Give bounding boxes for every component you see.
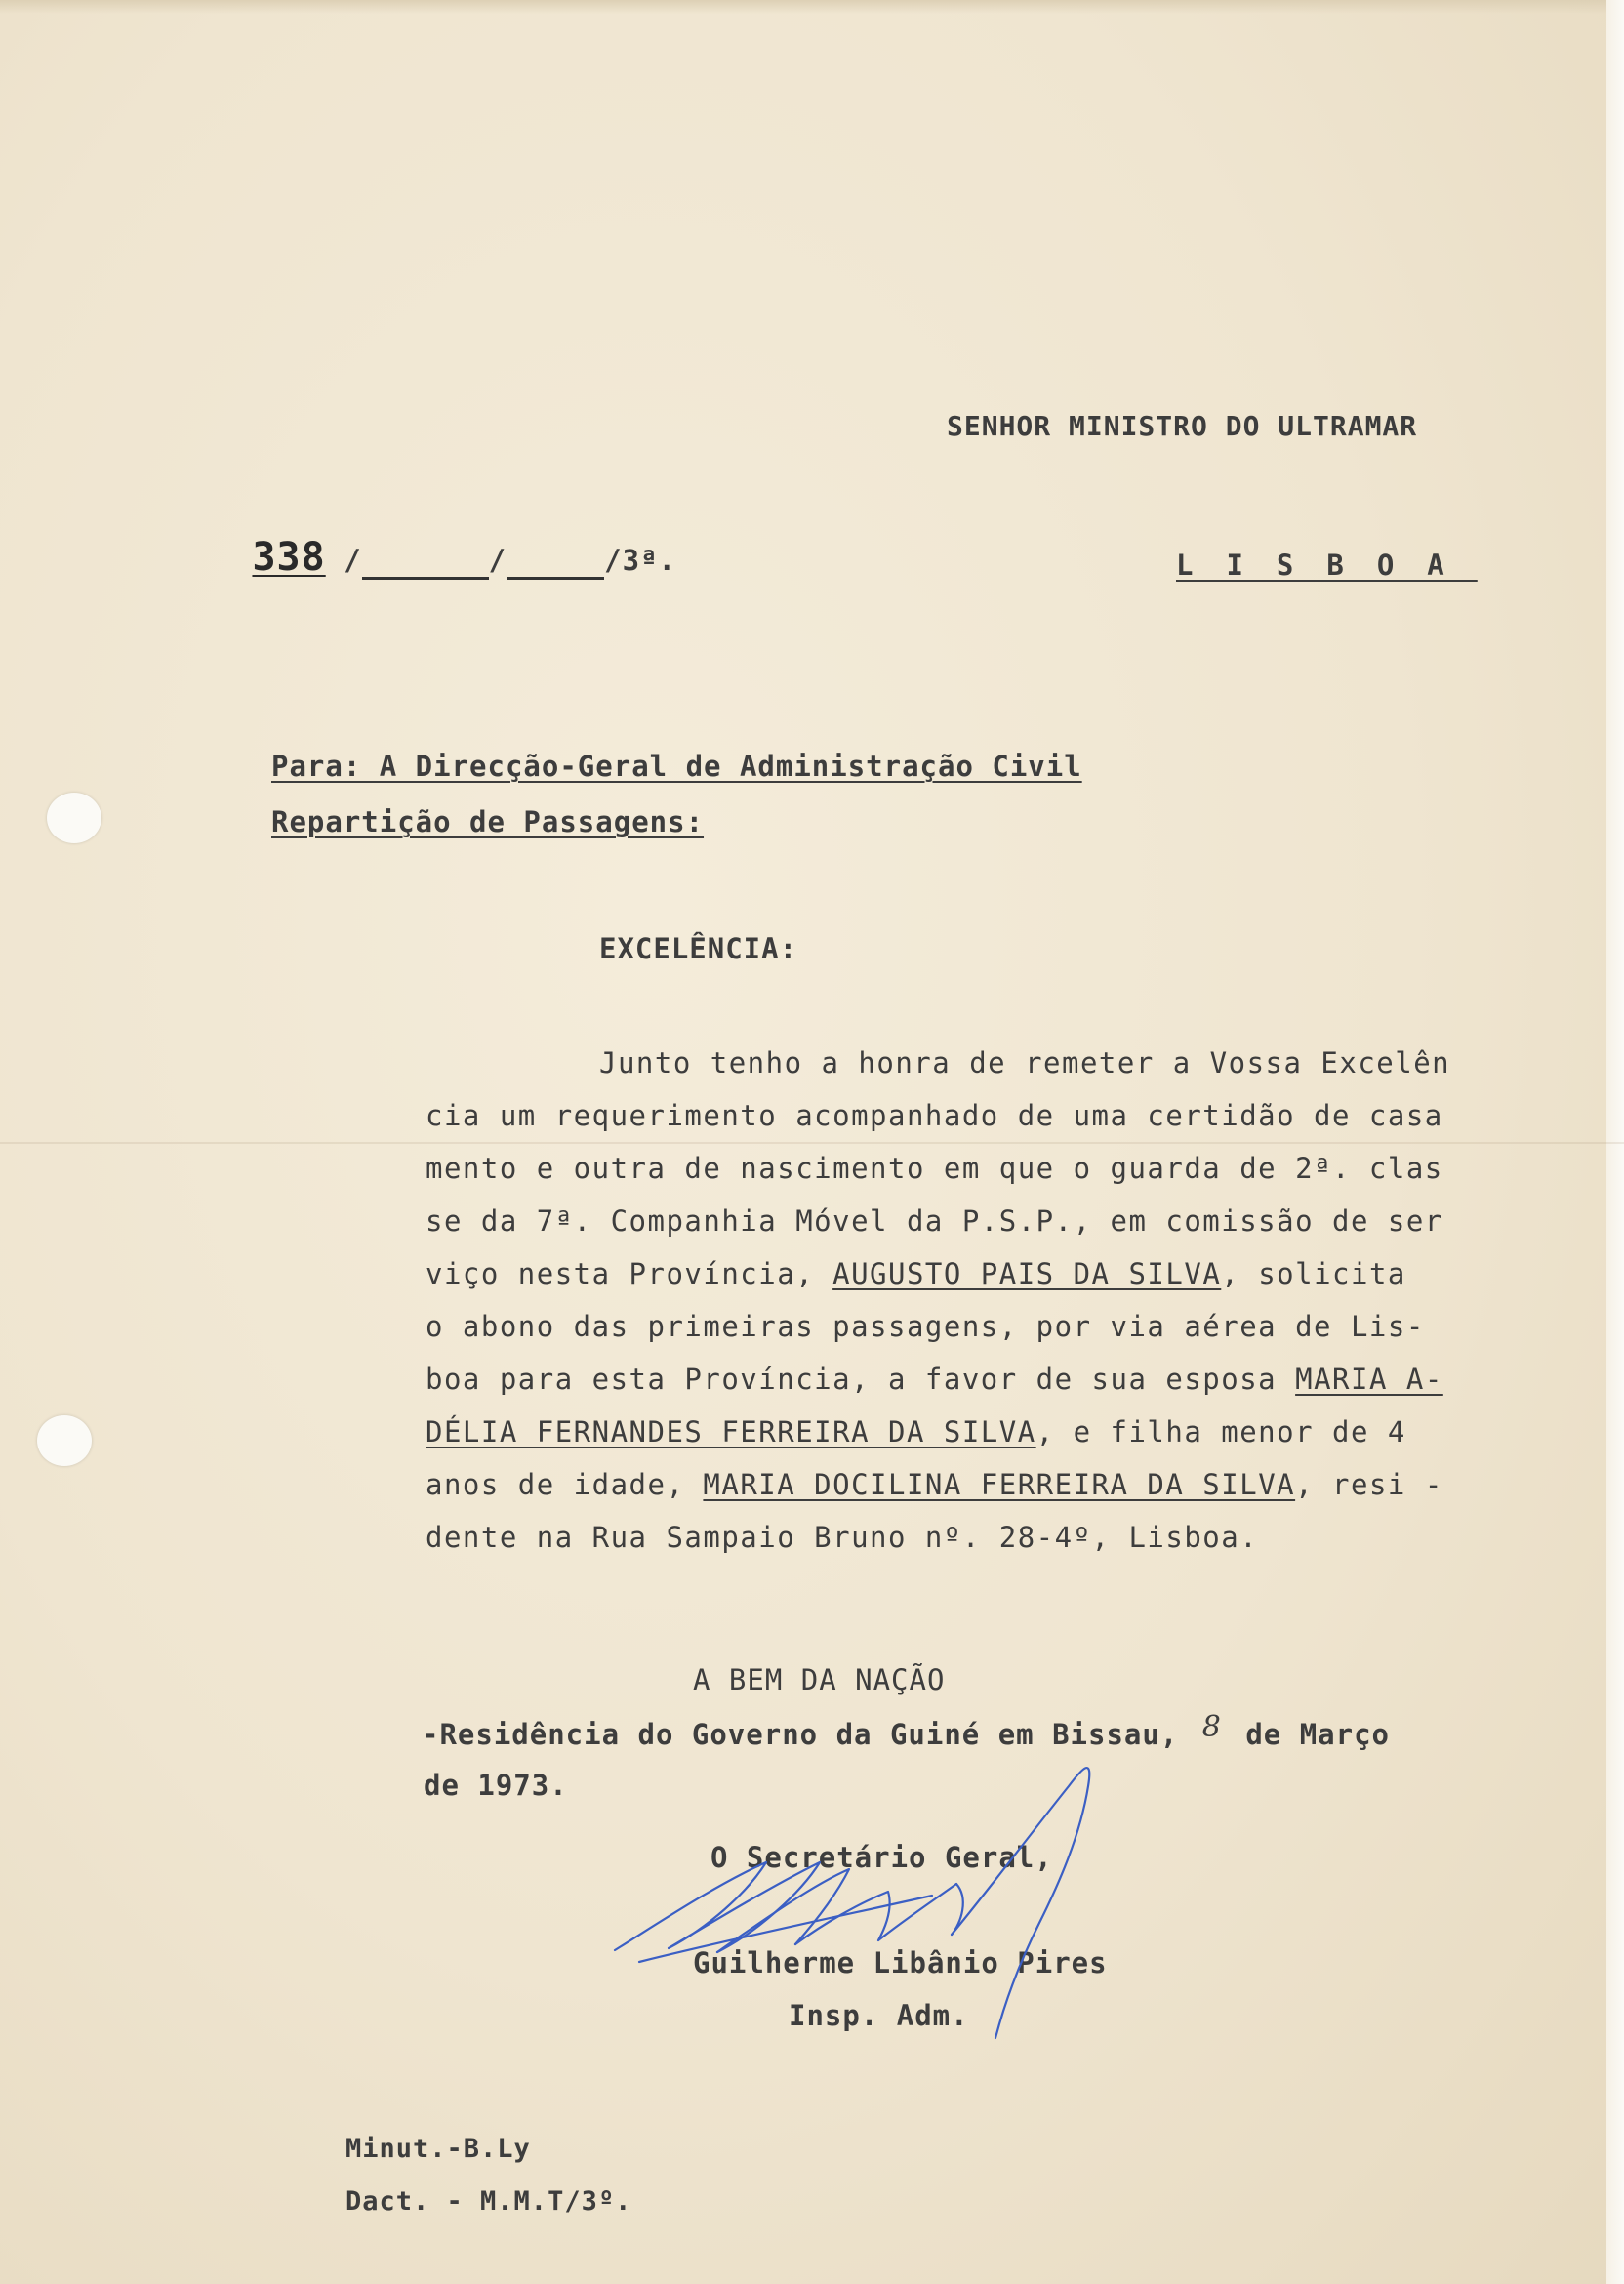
body-line: cia um requerimento acompanhado de uma certidão de casa [426, 1099, 1443, 1132]
body-line: mento e outra de nascimento em que o guarda de 2ª. clas [426, 1152, 1443, 1185]
body-line: DÉLIA FERNANDES FERREIRA DA SILVA, e filha menor de 4 [426, 1415, 1406, 1448]
body-line: anos de idade, MARIA DOCILINA FERREIRA DA SILVA, resi - [426, 1468, 1443, 1501]
punch-hole-upper [47, 793, 102, 843]
year-line: de 1973. [424, 1769, 568, 1802]
reference-line: 338 / / /3ª. [252, 535, 676, 580]
fold-line [0, 1142, 1624, 1144]
reference-number: 338 [252, 535, 326, 580]
salutation: EXCELÊNCIA: [599, 932, 798, 965]
punch-hole-lower [37, 1415, 92, 1466]
name-maria-adelia-end: DÉLIA FERNANDES FERREIRA DA SILVA [426, 1415, 1036, 1448]
place-date-line: -Residência do Governo da Guiné em Bissau, 8 de Março [422, 1710, 1391, 1751]
addressee: SENHOR MINISTRO DO ULTRAMAR [947, 410, 1418, 442]
recipient-line-2: Repartição de Passagens: [271, 805, 705, 838]
signatory-rank: Insp. Adm. [789, 1999, 969, 2032]
recipient-line-1: Para: A Direcção-Geral de Administração Civil [271, 750, 1082, 783]
body-line: boa para esta Província, a favor de sua esposa MARIA A- [426, 1363, 1443, 1396]
handwritten-day: 8 [1201, 1710, 1222, 1744]
body-line: viço nesta Província, AUGUSTO PAIS DA SILVA, solicita [426, 1257, 1406, 1290]
reference-suffix: /3ª. [604, 544, 676, 577]
name-maria-docilina: MARIA DOCILINA FERREIRA DA SILVA [703, 1468, 1296, 1501]
footer-typist: Dact. - M.M.T/3º. [345, 2186, 632, 2217]
body-line: Junto tenho a honra de remeter a Vossa Excelên [599, 1046, 1451, 1080]
name-maria-adelia-start: MARIA A- [1295, 1363, 1443, 1396]
footer-minute: Minut.-B.Ly [345, 2134, 531, 2164]
body-line: dente na Rua Sampaio Bruno nº. 28-4º, Lisboa. [426, 1521, 1259, 1554]
body-line: se da 7ª. Companhia Móvel da P.S.P., em comissão de ser [426, 1204, 1443, 1238]
name-augusto: AUGUSTO PAIS DA SILVA [832, 1257, 1222, 1290]
motto: A BEM DA NAÇÃO [693, 1663, 946, 1696]
city: LISBOA [1176, 549, 1478, 582]
signatory-name: Guilherme Libânio Pires [693, 1946, 1108, 1979]
body-line: o abono das primeiras passagens, por via aérea de Lis- [426, 1310, 1425, 1343]
handwritten-signature [600, 1728, 1147, 2060]
signatory-title: O Secretário Geral, [710, 1841, 1053, 1874]
page-edge-top [0, 0, 1624, 14]
